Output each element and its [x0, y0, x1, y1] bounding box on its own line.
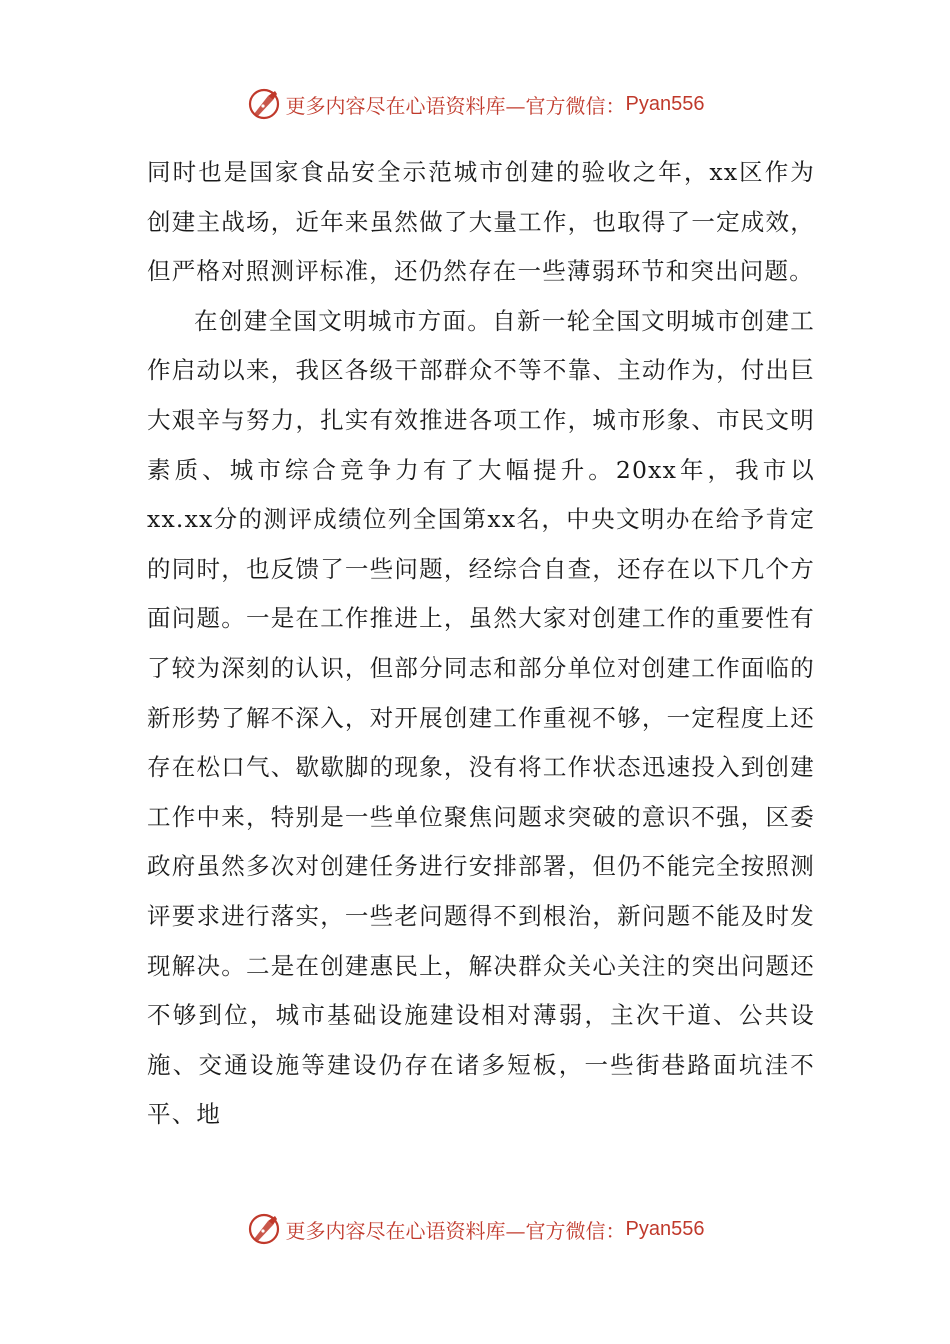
- watermark-wechat-id: Pyan556: [625, 92, 705, 115]
- document-body: [147, 148, 815, 1140]
- watermark-text: 更多内容尽在心语资料库—官方微信：: [285, 93, 626, 118]
- footer-watermark: [0, 1209, 950, 1249]
- paragraph-1: 同时也是国家食品安全示范城市创建的验收之年，xx区作为创建主战场，近年来虽然做了大量工作，也取得了一定成效，但严格对照测评标准，还仍然存在一些薄弱环节和突出问题。: [147, 158, 815, 286]
- paragraph-2: 在创建全国文明城市方面。自新一轮全国文明城市创建工作启动以来，我区各级干部群众不等不靠、主动作为，付出巨大艰辛与努力，扎实有效推进各项工作，城市形象、市民文明素质、城市综合竞争力有了大幅提升。20xx年，我市以xx.xx分的测评成绩位列全国第xx名，中央文明办在给予肯定的同时，也反馈了一些问题，经综合自查，还存在以下几个方面问题。一是在工作推进上，虽然大家对创建工作的重要性有了较为深刻的认识，但部分同志和部分单位对创建工作面临的新形势了解不深入，对开展创建工作重视不够，一定程度上还存在松口气、歇歇脚的现象，没有将工作状态迅速投入到创建工作中来，特别是一些单位聚焦问题求突破的意识不强，区委政府虽然多次对创建任务进行安排部署，但仍不能完全按照测评要求进行落实，一些老问题得不到根治，新问题不能及时发现解决。二是在创建惠民上，解决群众关心关注的突出问题还不够到位，城市基础设施建设相对薄弱，主次干道、公共设施、交通设施等建设仍存在诸多短板，一些街巷路面坑洼不平、地: [147, 306, 815, 1129]
- watermark-text: 更多内容尽在心语资料库—官方微信：: [285, 1218, 626, 1243]
- pen-nib-logo-icon: [246, 1211, 282, 1247]
- pen-nib-logo-icon: [246, 86, 282, 122]
- header-watermark: [0, 84, 950, 124]
- watermark-wechat-id: Pyan556: [625, 1217, 705, 1240]
